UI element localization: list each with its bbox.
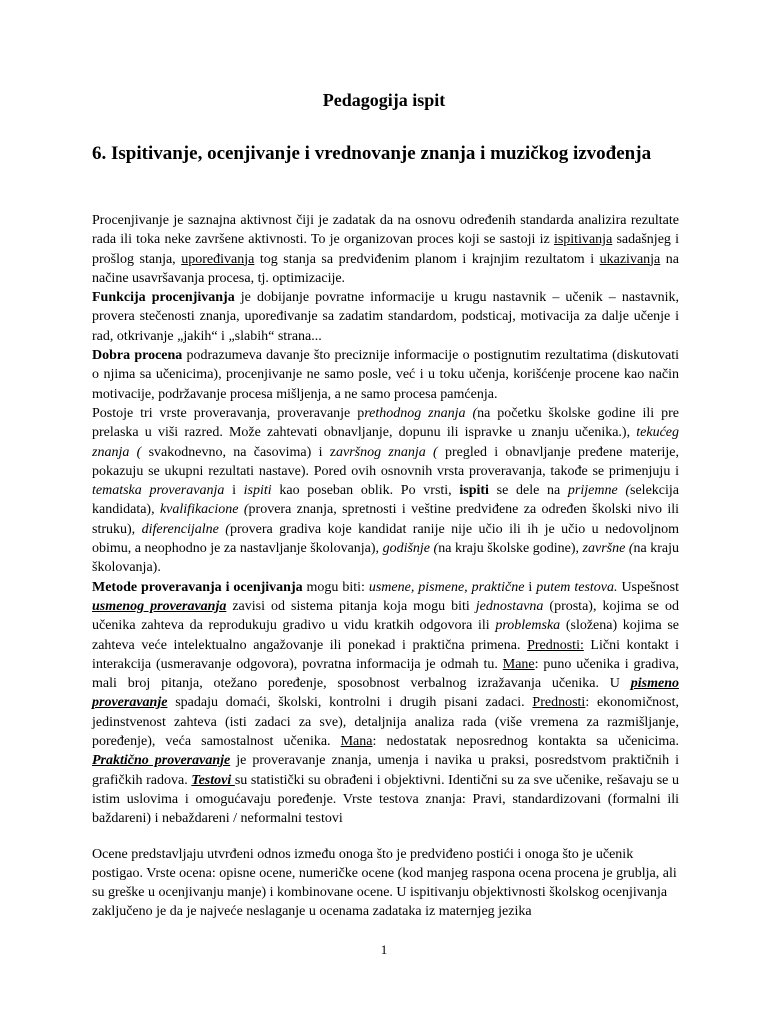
text-run: svakodnevno, na časovima) i z: [141, 444, 336, 460]
text-run: ispiti: [243, 483, 272, 499]
text-run: pismeno proveravanje: [92, 676, 679, 711]
text-run: se dele na: [488, 483, 568, 499]
text-run: Mane: [502, 656, 535, 672]
text-run: provera gradiva koje kandidat ranije nije učio ili ih je učio u nedovoljnom obimu, a neophodno je za nastavljanje školovanja),: [92, 521, 679, 557]
text-run: ispiti: [459, 483, 489, 499]
text-run: su statistički su obrađeni i objektivni. Identični su za sve učenike, rešavaju se u istim uslovima i omogućavaju poređenje. Vrste testova znanja: Pravi, standardizovani (formalni ili baždareni) i nebaždareni / neformalni testovi: [92, 772, 679, 827]
text-run: tog stanja sa predviđenim planom i krajnjim rezultatom i: [254, 251, 600, 267]
paragraph-funkcija-procenjivanja: [92, 288, 679, 346]
text-run: Mana: [340, 734, 373, 750]
text-run: kvalifikacione (: [159, 502, 249, 518]
text-run: pregled i obnavljanje pređene materije, pokazuju se ukupni rezultati nastave). Pored ovih osnovnih vrsta proveravanja, takođe se primenjuju i: [92, 444, 679, 479]
paragraph-ocene: [92, 845, 679, 922]
text-run: i: [524, 579, 537, 595]
text-run: Testovi: [191, 772, 235, 788]
text-run: upoređivanja: [181, 251, 255, 267]
text-run: tematska proveravanja: [92, 483, 225, 499]
text-run: Prednosti: [532, 695, 586, 711]
document-body: [92, 211, 679, 922]
text-run: tekućeg znanja (: [92, 425, 679, 460]
text-run: selekcija kandidata),: [92, 483, 679, 518]
text-run: prijemne (: [567, 483, 631, 499]
text-run: ukazivanja: [599, 251, 661, 267]
text-run: (prosta), kojima se od učenika zahteva da reprodukuju gradivo u vidu kratkih odgovora ili: [92, 598, 679, 634]
text-run: problemska: [495, 618, 561, 634]
text-run: Metode proveravanja i ocenjivanja: [92, 579, 303, 595]
text-run: na načine usavršavanja procesa, tj. optimizacije.: [92, 251, 680, 286]
text-run: na kraju školske godine),: [438, 541, 583, 557]
text-run: rethodnog znanja (: [364, 405, 478, 421]
text-run: Ocene predstavljaju utvrđeni odnos između onoga što je predviđeno postići i onoga što je učenik postigao. Vrste ocena: opisne ocene, numeričke ocene (kod manjeg raspona ocena procena je grublja, ali su greške u ocenjivanju manje) i kombinovane ocene. U ispitivanju objektivnosti školskog ocenjivanja zaključeno je da je najveće neslaganje u ocenama zadataka iz maternjeg jezika: [92, 846, 677, 920]
page-number: 1: [380, 942, 388, 957]
section-heading: 6. Ispitivanje, ocenjivanje i vrednovanje znanja i muzičkog izvođenja: [92, 143, 652, 164]
text-run: Prednosti:: [527, 637, 584, 653]
text-run: na kraju školovanja).: [92, 541, 680, 576]
text-run: je proveravanje znanja, umenja i navika u praksi, posredstvom praktičnih i grafičkih radova.: [92, 753, 679, 788]
text-run: završne (: [582, 541, 634, 557]
text-run: ispitivanja: [553, 232, 613, 248]
text-run: avršnog znanja (: [335, 444, 438, 460]
text-run: kao poseban oblik. Po vrsti,: [271, 483, 460, 499]
text-run: (složena) kojima se zahteva veće intelektualno angažovanje ili ponekad i praktična primena.: [92, 618, 679, 653]
text-run: zavisi od sistema pitanja koja mogu biti: [226, 598, 476, 614]
paragraph-dobra-procena: [92, 346, 679, 404]
text-run: usmene, pismene, praktične: [368, 579, 525, 595]
text-run: : puno učenika i gradiva, mali broj pitanja, otežano poređenje, sposobnost verbalnog izražavanja učenika. U: [92, 656, 679, 692]
text-run: Postoje tri vrste proveravanja, proveravanje p: [92, 405, 365, 421]
text-run: i: [224, 483, 244, 499]
text-run: mogu biti:: [302, 579, 369, 595]
document-title: Pedagogija ispit: [322, 90, 446, 110]
text-run: Dobra procena: [92, 348, 183, 364]
text-run: Procenjivanje je saznajna aktivnost čiji je zadatak da na osnovu određenih standarda analizira rezultate rada ili toka neke završene aktivnosti. To je organizovan proces koji se sastoji iz: [92, 213, 679, 248]
text-run: godišnje (: [382, 541, 439, 557]
text-run: podrazumeva davanje što preciznije informacije o postignutim rezultatima (diskutovati o njima sa učenicima), procenjivanje ne samo posle, već i u toku učenja, korišćenje procene kao način motivacije, podržavanje procesa mišljenja, a ne samo procesa pamćenja.: [92, 348, 679, 402]
text-run: diferencijalne (: [141, 521, 230, 537]
paragraph-vrste-proveravanja: [92, 404, 679, 578]
paragraph-procenjivanje: [92, 211, 679, 288]
text-run: : nedostatak neposrednog kontakta sa učenicima.: [372, 734, 679, 750]
text-run: jednostavna: [475, 598, 544, 614]
text-run: usmenog proveravanja: [92, 598, 227, 614]
text-run: : ekonomičnost, jedinstvenost zahteva (isti zadaci za sve), detaljnija analiza rada (više vremena za razmišljanje, poređenje), veća samostalnost učenika.: [92, 695, 680, 750]
paragraph-metode-proveravanja: [92, 578, 679, 829]
text-run: spadaju domaći, školski, kontrolni i drugih pisani zadaci.: [167, 695, 533, 711]
text-run: putem testova.: [536, 579, 618, 595]
text-run: sadašnjeg i prošlog stanja,: [92, 232, 679, 267]
text-run: provera znanja, spretnosti i veštine predviđene za određen školski nivo ili struku),: [92, 502, 679, 537]
text-run: je dobijanje povratne informacije u krugu nastavnik – učenik – nastavnik, provera stečenosti znanja, upoređivanje sa zadatim standardom, podsticaj, motivacija za dalje učenje i rad, otkrivanje „jakih“ i „slabih“ strana...: [92, 290, 680, 344]
text-run: Funkcija procenjivanja: [92, 290, 235, 306]
text-run: Uspešnost: [617, 579, 680, 595]
text-run: Praktično proveravanje: [92, 753, 231, 769]
text-run: na početku školske godine ili pre prelaska u viši razred. Može zahtevati obnavljanje, dopunu ili ispravke u znanju učenika.),: [92, 405, 679, 441]
text-run: Lični kontakt i interakcija (usmeravanje odgovora), povratna informacija je odmah tu.: [92, 637, 679, 672]
